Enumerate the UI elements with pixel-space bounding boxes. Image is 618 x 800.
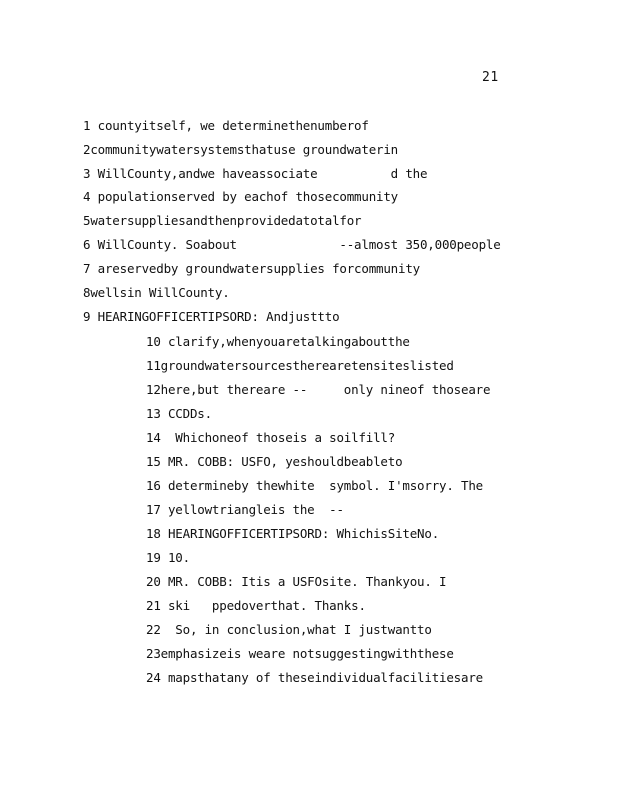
line-number: 5 (83, 213, 91, 228)
line-number: 1 (83, 118, 91, 133)
line-text: mapsthatany of theseindividualfacilitiesare (160, 670, 483, 685)
line-text: communitywatersystemsthatuse groundwaterin (90, 142, 399, 157)
transcript-line (83, 309, 339, 325)
line-number: 3 (83, 166, 91, 181)
line-number: 14 (146, 430, 161, 445)
line-text: determineby thewhite symbol. I'msorry. The (160, 478, 483, 493)
line-number: 12 (146, 382, 161, 397)
line-number: 8 (83, 285, 91, 300)
page-number: 21 (482, 70, 499, 85)
transcript-line (83, 166, 427, 182)
line-number: 18 (146, 526, 161, 541)
line-number: 24 (146, 670, 161, 685)
line-text: populationserved by eachof thosecommunity (90, 189, 399, 204)
line-number: 22 (146, 622, 161, 637)
transcript-line (83, 118, 369, 134)
transcript-line (146, 382, 490, 398)
transcript-line (146, 670, 483, 686)
transcript-line (146, 502, 344, 518)
line-number: 6 (83, 237, 91, 252)
line-number: 11 (146, 358, 161, 373)
line-number: 13 (146, 406, 161, 421)
line-number: 15 (146, 454, 161, 469)
line-number: 7 (83, 261, 91, 276)
line-text: So, in conclusion,what I justwantto (160, 622, 432, 637)
transcript-line (146, 358, 454, 374)
transcript-line (83, 189, 398, 205)
transcript-line (83, 213, 361, 229)
transcript-line (83, 261, 420, 277)
transcript-line (83, 285, 230, 301)
line-number: 20 (146, 574, 161, 589)
line-text: 10. (160, 550, 190, 565)
transcript-line (146, 454, 402, 470)
transcript-line (146, 646, 454, 662)
transcript-line (146, 550, 190, 566)
line-text: watersuppliesandthenprovidedatotalfor (90, 213, 362, 228)
line-text: clarify,whenyouaretalkingaboutthe (160, 334, 410, 349)
line-text: yellowtriangleis the -- (160, 502, 344, 517)
line-text: groundwatersourcestherearetensiteslisted (160, 358, 454, 373)
line-text: wellsin WillCounty. (90, 285, 230, 300)
transcript-line (146, 430, 395, 446)
line-text: HEARINGOFFICERTIPSORD: Andjusttto (90, 309, 340, 324)
line-text: WillCounty. Soabout --almost 350,000people (90, 237, 501, 252)
line-text: HEARINGOFFICERTIPSORD: WhichisSiteNo. (160, 526, 440, 541)
line-text: countyitself, we determinethenumberof (90, 118, 369, 133)
line-number: 23 (146, 646, 161, 661)
line-number: 10 (146, 334, 161, 349)
transcript-line (146, 334, 410, 350)
transcript-line (146, 478, 483, 494)
line-text: Whichoneof thoseis a soilfill? (160, 430, 396, 445)
line-text: MR. COBB: USFO, yeshouldbeableto (160, 454, 403, 469)
transcript-line (83, 237, 501, 253)
line-text: emphasizeis weare notsuggestingwiththese (160, 646, 454, 661)
line-number: 21 (146, 598, 161, 613)
line-text: WillCounty,andwe haveassociate d the (90, 166, 428, 181)
transcript-line (83, 142, 398, 158)
line-text: CCDDs. (160, 406, 212, 421)
transcript-line (146, 406, 212, 422)
transcript-line (146, 598, 366, 614)
transcript-line (146, 622, 432, 638)
transcript-line (146, 526, 439, 542)
line-text: MR. COBB: Itis a USFOsite. Thankyou. I (160, 574, 447, 589)
line-number: 19 (146, 550, 161, 565)
line-text: ski ppedoverthat. Thanks. (160, 598, 366, 613)
transcript-line (146, 574, 446, 590)
line-number: 4 (83, 189, 91, 204)
line-number: 2 (83, 142, 91, 157)
line-number: 9 (83, 309, 91, 324)
line-number: 17 (146, 502, 161, 517)
line-number: 16 (146, 478, 161, 493)
line-text: here,but thereare -- only nineof thoseare (160, 382, 491, 397)
line-text: areservedby groundwatersupplies forcommunity (90, 261, 420, 276)
